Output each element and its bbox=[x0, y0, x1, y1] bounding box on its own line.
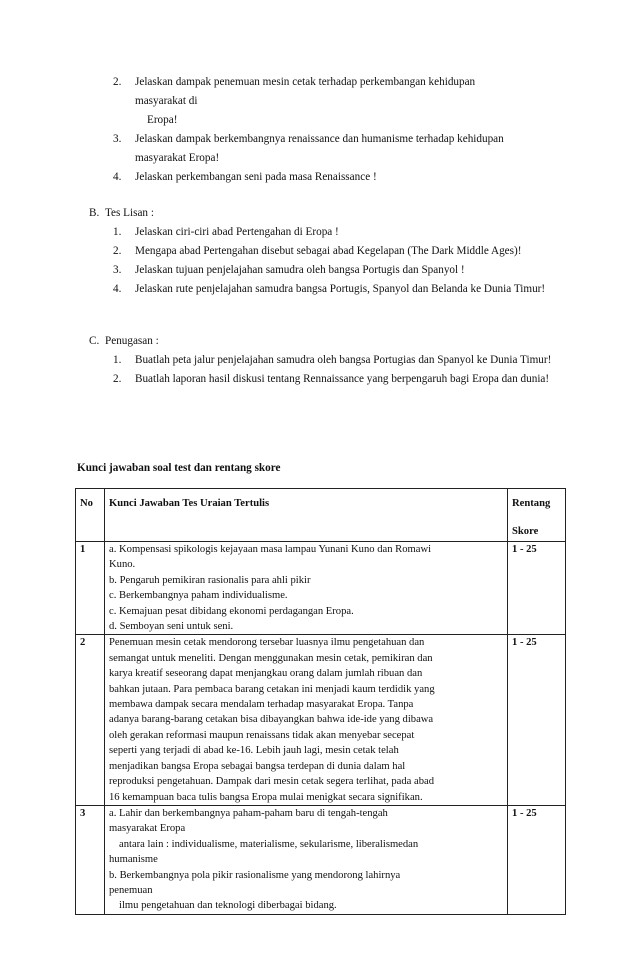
answer-line: oleh gerakan reformasi maupun renaissans tidak akan menyebar secepat bbox=[109, 729, 415, 741]
table-header-row bbox=[76, 489, 566, 542]
table-row bbox=[76, 635, 566, 805]
item-number: 2. bbox=[113, 373, 122, 385]
answer-key-table bbox=[75, 488, 566, 915]
row-number: 1 bbox=[76, 542, 105, 635]
item-number: 3. bbox=[113, 133, 122, 145]
answer-key-title: Kunci jawaban soal test dan rentang skore bbox=[77, 462, 281, 474]
header-score-line1: Rentang bbox=[512, 498, 551, 509]
section-title: Penugasan : bbox=[105, 335, 159, 347]
score-range: 1 - 25 bbox=[508, 635, 566, 805]
item-text: Buatlah peta jalur penjelajahan samudra oleh bangsa Portugias dan Spanyol ke Dunia Timur! bbox=[135, 354, 552, 366]
section-letter: B. bbox=[89, 207, 100, 219]
answer-line: bahkan jutaan. Para pembaca barang cetakan ini menjadi kaum terdidik yang bbox=[109, 683, 435, 695]
answer-line: b. Berkembangnya pola pikir rasionalisme yang mendorong lahirnya bbox=[109, 869, 401, 881]
list-item bbox=[113, 351, 569, 370]
item-number: 2. bbox=[113, 245, 122, 257]
answer-line: antara lain : individualisme, materialisme, sekularisme, liberalismedan bbox=[119, 838, 419, 850]
item-number: 4. bbox=[113, 171, 122, 183]
score-range: 1 - 25 bbox=[508, 542, 566, 635]
item-text: Jelaskan ciri-ciri abad Pertengahan di Eropa ! bbox=[135, 226, 339, 238]
answer-line: Penemuan mesin cetak mendorong tersebar luasnya ilmu pengetahuan dan bbox=[109, 637, 425, 649]
answer-text bbox=[105, 805, 508, 914]
answer-line: menjadikan bangsa Eropa sebagai bangsa terdepan di dunia dalam hal bbox=[109, 760, 406, 772]
answer-line: masyarakat Eropa bbox=[109, 823, 186, 835]
answer-line: Kuno. bbox=[109, 559, 136, 571]
section-heading bbox=[89, 204, 569, 223]
assignment-list bbox=[113, 351, 569, 389]
item-text: Jelaskan perkembangan seni pada masa Renaissance ! bbox=[135, 171, 377, 183]
answer-line: semangat untuk meneliti. Dengan menggunakan mesin cetak, pemikiran dan bbox=[109, 652, 433, 664]
item-number: 3. bbox=[113, 264, 122, 276]
item-text: Eropa! bbox=[147, 114, 178, 126]
answer-line: c. Berkembangnya paham individualisme. bbox=[109, 590, 288, 602]
answer-line: karya kreatif seseorang dapat menjangkau orang dalam jumlah ribuan dan bbox=[109, 668, 423, 680]
answer-rows bbox=[76, 542, 566, 915]
assignment-section bbox=[89, 332, 569, 389]
item-number: 4. bbox=[113, 283, 122, 295]
section-letter: C. bbox=[89, 335, 100, 347]
table-row bbox=[76, 542, 566, 635]
answer-line: b. Pengaruh pemikiran rasionalis para ahli pikir bbox=[109, 574, 311, 586]
oral-test-section bbox=[89, 204, 569, 299]
answer-line: d. Semboyan seni untuk seni. bbox=[109, 621, 234, 633]
answer-line: a. Lahir dan berkembangnya paham-paham baru di tengah-tengah bbox=[109, 807, 388, 819]
list-item bbox=[113, 73, 543, 130]
list-item bbox=[113, 261, 569, 280]
table-row bbox=[76, 805, 566, 914]
item-number: 2. bbox=[113, 76, 122, 88]
answer-line: 16 kemampuan baca tulis bangsa Eropa mulai menigkat secara signifikan. bbox=[109, 791, 423, 803]
score-range: 1 - 25 bbox=[508, 805, 566, 914]
answer-line: ilmu pengetahuan dan teknologi diberbagai bidang. bbox=[119, 900, 337, 912]
header-score bbox=[508, 489, 566, 542]
section-heading bbox=[89, 332, 569, 351]
item-text: Jelaskan dampak berkembangnya renaissance dan humanisme terhadap kehidupan bbox=[135, 133, 504, 145]
answer-line: penemuan bbox=[109, 884, 153, 896]
item-number: 1. bbox=[113, 354, 122, 366]
answer-text bbox=[105, 542, 508, 635]
row-number: 2 bbox=[76, 635, 105, 805]
section-title: Tes Lisan : bbox=[105, 207, 154, 219]
answer-text bbox=[105, 635, 508, 805]
header-score-line2: Skore bbox=[512, 526, 539, 537]
answer-line: seperti yang terjadi di abad ke-16. Lebih jauh lagi, mesin cetak telah bbox=[109, 745, 399, 757]
header-answer: Kunci Jawaban Tes Uraian Tertulis bbox=[105, 489, 508, 542]
answer-line: adanya barang-barang cetakan bisa dibayangkan bahwa ide-ide yang dibawa bbox=[109, 714, 434, 726]
item-number: 1. bbox=[113, 226, 122, 238]
answer-line: membawa dampak secara mendalam terhadap masyarakat Eropa. Tanpa bbox=[109, 699, 414, 711]
answer-line: reproduksi pengetahuan. Dampak dari mesin cetak segera terlihat, pada abad bbox=[109, 776, 435, 788]
item-text: masyarakat di bbox=[135, 95, 198, 107]
written-questions-list bbox=[113, 73, 543, 187]
list-item bbox=[113, 280, 569, 299]
list-item bbox=[113, 370, 569, 389]
item-text: masyarakat Eropa! bbox=[135, 152, 220, 164]
row-number: 3 bbox=[76, 805, 105, 914]
list-item bbox=[113, 223, 569, 242]
item-text: Buatlah laporan hasil diskusi tentang Rennaissance yang berpengaruh bagi Eropa dan dunia! bbox=[135, 373, 550, 385]
answer-line: humanisme bbox=[109, 854, 158, 866]
list-item bbox=[113, 130, 543, 168]
item-text: Mengapa abad Pertengahan disebut sebagai abad Kegelapan (The Dark Middle Ages)! bbox=[135, 245, 522, 257]
list-item bbox=[113, 242, 543, 261]
oral-test-list bbox=[113, 223, 569, 299]
item-text: Jelaskan dampak penemuan mesin cetak terhadap perkembangan kehidupan bbox=[135, 76, 476, 88]
answer-line: a. Kompensasi spikologis kejayaan masa lampau Yunani Kuno dan Romawi bbox=[109, 544, 432, 555]
item-text: Jelaskan tujuan penjelajahan samudra oleh bangsa Portugis dan Spanyol ! bbox=[135, 264, 465, 276]
list-item bbox=[113, 168, 543, 187]
header-no: No bbox=[76, 489, 105, 542]
answer-line: c. Kemajuan pesat dibidang ekonomi perdagangan Eropa. bbox=[109, 605, 354, 617]
item-text: Jelaskan rute penjelajahan samudra bangsa Portugis, Spanyol dan Belanda ke Dunia Timur! bbox=[135, 283, 546, 295]
